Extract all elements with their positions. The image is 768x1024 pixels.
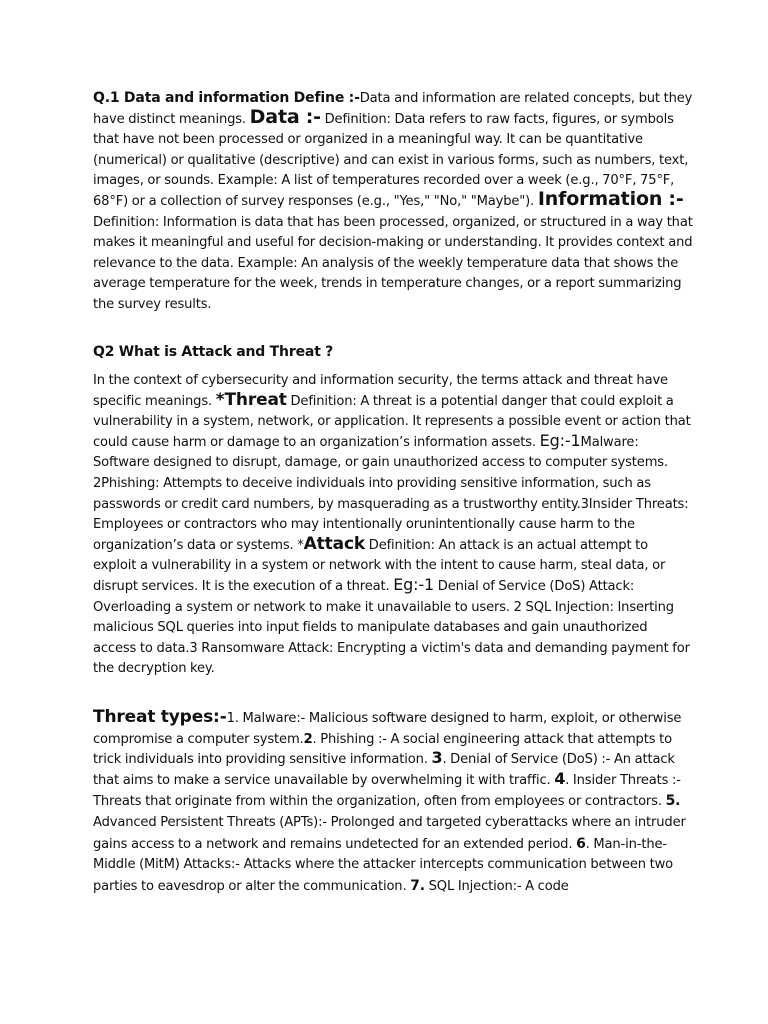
threat-type-number: 4 [554,768,566,788]
threat-examples: Malware: Software designed to disrupt, damage, or gain unauthorized access to computer systems. 2Phishing: Attempts to deceive individuals into providing sensitive information, such as passwords or credit card numbers, by masquerading as a trustworthy entity.3Insider Threats: Employees or contractors who may intentionally orunintentionally cause harm to the organization’s data or systems. [93,434,689,553]
attack-definition: Definition: An attack is an actual attempt to exploit a vulnerability in a system or network with the intent to cause harm, steal data, or disrupt services. It is the execution of a threat. [93,537,666,594]
threat-types-heading: Threat types:- [93,707,227,727]
threat-type-text: . Malware:- Malicious software designed to harm, exploit, or otherwise compromise a computer system. [93,711,682,747]
attack-examples: Denial of Service (DoS) Attack: Overloading a system or network to make it unavailable to users. 2 SQL Injection: Inserting malicious SQL queries into input fields to manipulate databases and gain unauthorized access to data.3 Ransomware Attack: Encrypting a victim's data and demanding payment for the decryption key. [93,578,690,677]
data-term: Data :- [249,105,321,128]
threat-type-number: 7. [410,877,425,894]
attack-term: Attack [303,533,366,554]
data-definition: Definition: Data refers to raw facts, figures, or symbols that have not been processed or organized in a meaningful way. It can be quantitative (numerical) or qualitative (descriptive) and can exist in various forms, such as numbers, text, images, or sounds. Example: A list of temperatures recorded over a week (e.g., 70°F, 75°F, 68°F) or a collection of survey responses (e.g., "Yes," "No," "Maybe"). [93,111,689,209]
threat-type-text: . Man-in-the-Middle (MitM) Attacks:- Attacks where the attacker intercepts communication between two parties to eavesdrop or alter the communication. [93,836,674,894]
information-definition: Definition: Information is data that has been processed, organized, or structured in a way that makes it meaningful and useful for decision-making or understanding. It provides context and relevance to the data. Example: An analysis of the weekly temperature data that shows the average temperature for the week, trends in temperature changes, or a report summarizing the survey results. [93,214,693,312]
threat-type-text: SQL Injection:- A code [424,878,569,894]
threat-type-text: . Denial of Service (DoS) :- An attack that aims to make a service unavailable by overwhelming it with traffic. [93,752,675,788]
attack-eg-label: Eg:-1 [393,574,435,594]
information-term: Information :- [537,187,684,210]
threat-type-number: 6 [576,835,586,852]
threat-eg-label: Eg:-1 [539,430,581,450]
threat-definition: Definition: A threat is a potential danger that could exploit a vulnerability in a system, network, or application. It represents a possible event or action that could cause harm or damage to an organization’s information assets. [93,393,691,450]
threat-type-number: 2 [303,731,313,747]
q2-paragraph [93,371,693,680]
q1-paragraph [93,88,693,316]
threat-type-text: . Phishing :- A social engineering attack that attempts to trick individuals into providing sensitive information. [93,731,672,768]
threat-type-text: . Insider Threats :- Threats that originate from within the organization, often from employees or contractors. [93,772,681,810]
threat-type-number: 1 [226,711,235,726]
threat-types-paragraph [93,709,693,897]
q2-heading: Q2 What is Attack and Threat ? [93,344,334,360]
q1-intro: Data and information are related concepts, but they have distinct meanings. [93,91,693,127]
q2-intro: In the context of cybersecurity and information security, the terms attack and threat have specific meanings. [93,373,668,409]
q1-heading: Q.1 Data and information Define :- [93,90,360,106]
attack-star: * [297,537,304,553]
threat-type-text: Advanced Persistent Threats (APTs):- Prolonged and targeted cyberattacks where an intruder gains access to a network and remains undetected for an extended period. [93,814,686,852]
threat-type-number: 3 [431,748,443,768]
threat-type-number: 5. [665,793,681,810]
threat-term: *Threat [215,389,287,410]
